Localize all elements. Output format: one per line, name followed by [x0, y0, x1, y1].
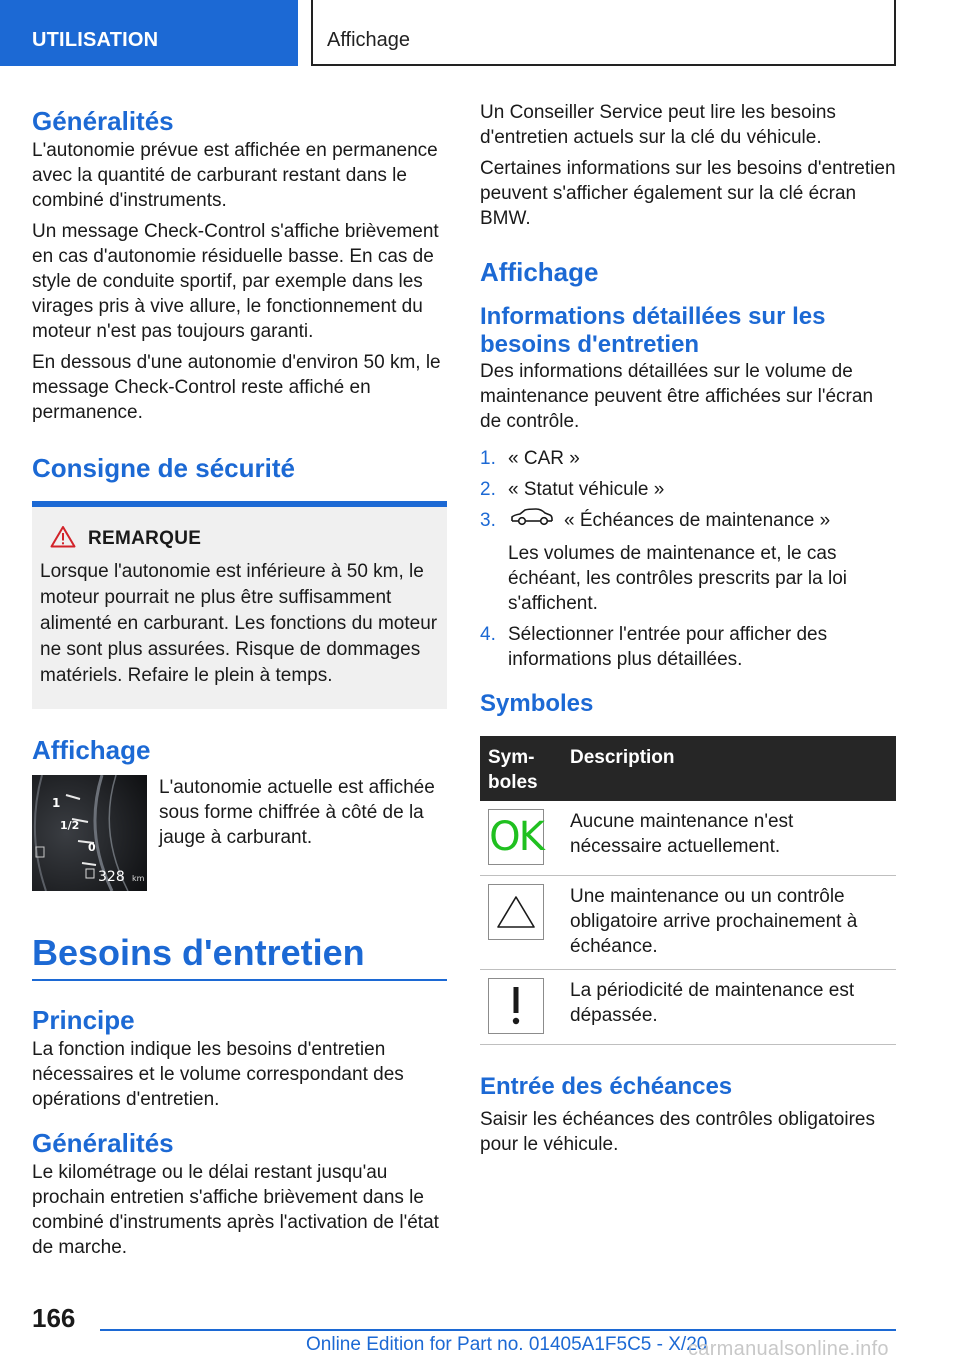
table-row: [480, 876, 896, 970]
list-item: [480, 477, 896, 502]
paragraph: Certaines informations sur les besoins d'entretien peuvent s'afficher également sur la clé écran BMW.: [480, 158, 896, 229]
step-number: 3.: [480, 510, 496, 531]
warning-triangle-icon: [50, 525, 76, 553]
triangle-symbol: [488, 884, 544, 940]
heading-symboles: Symboles: [480, 690, 594, 718]
heading-besoins-entretien: Besoins d'entretien: [32, 932, 365, 973]
table-cell-description: La périodicité de maintenance est dépassée.: [562, 970, 896, 1045]
display-block: [32, 775, 447, 891]
table-row: [480, 801, 896, 876]
section-title: UTILISATION: [32, 29, 159, 51]
paragraph: Saisir les échéances des contrôles obligatoires pour le véhicule.: [480, 1109, 875, 1156]
fuel-gauge-image: [32, 775, 147, 891]
paragraph: Un Conseiller Service peut lire les besoins d'entretien actuels sur la clé du véhicule.: [480, 102, 836, 148]
heading-generalites-2: Généralités: [32, 1128, 174, 1158]
step-number: 4.: [480, 624, 496, 646]
heading-infos-detaillees: Informations détaillées sur les besoins d'entretien: [480, 303, 826, 358]
heading-entree-echeances: Entrée des échéances: [480, 1073, 733, 1101]
range-value: 328: [98, 869, 125, 885]
list-item: [480, 508, 896, 616]
list-item: [480, 622, 896, 672]
paragraph: Le kilométrage ou le délai restant jusqu'au prochain entretien s'affiche brièvement dans le combiné d'instruments après l'activation de l'état de marche.: [32, 1162, 439, 1258]
table-cell-description: Une maintenance ou un contrôle obligatoire arrive prochainement à échéance.: [562, 876, 896, 970]
gauge-mark-half: 1/2: [60, 819, 80, 832]
step-text: Sélectionner l'entrée pour afficher des informations plus détaillées.: [508, 624, 828, 671]
watermark: carmanualsonline.info: [688, 1338, 889, 1360]
paragraph: En dessous d'une autonomie d'environ 50 km, le message Check-Control reste affiché en permanence.: [32, 352, 441, 423]
left-column: [32, 100, 447, 1260]
notice-header: [40, 525, 439, 553]
paragraph: Un message Check-Control s'affiche brièvement en cas d'autonomie résiduelle basse. En cas de style de conduite sportif, par exemple dans les virages pris à vive allure, le fonctionnement du moteur n'est pas toujours garanti.: [32, 221, 439, 342]
heading-principe: Principe: [32, 1005, 135, 1035]
ok-symbol: [488, 809, 544, 865]
notice-text: Lorsque l'autonomie est inférieure à 50 km, le moteur pourrait ne plus être suffisamment alimenté en carburant. Les fonctions du moteur ne sont plus assurées. Risque de dommages matériels. Refaire le plein à temps.: [40, 561, 438, 686]
heading-affichage-right: Affichage: [480, 257, 599, 287]
step-number: 1.: [480, 448, 496, 469]
page-header: [0, 0, 960, 66]
step-text: « CAR »: [508, 448, 580, 469]
affichage-text: L'autonomie actuelle est affichée sous forme chiffrée à côté de la jauge à carburant.: [159, 777, 435, 848]
right-column: [480, 100, 896, 1157]
paragraph: Des informations détaillées sur le volume de maintenance peuvent être affichées sur l'écran de contrôle.: [480, 361, 874, 432]
table-row: [480, 970, 896, 1045]
step-text: « Statut véhicule »: [508, 479, 665, 500]
footer-rule: [100, 1329, 896, 1331]
exclamation-symbol: [488, 978, 544, 1034]
page-footer: [0, 1298, 960, 1362]
heading-affichage: Affichage: [32, 735, 151, 765]
column-header-symbols: Sym-boles: [480, 736, 562, 801]
paragraph: La fonction indique les besoins d'entretien nécessaires et le volume correspondant des opérations d'entretien.: [32, 1039, 404, 1110]
steps-list: [480, 446, 896, 672]
chapter-title: Affichage: [327, 29, 411, 51]
car-icon: [510, 508, 554, 533]
paragraph: L'autonomie prévue est affichée en permanence avec la quantité de carburant restant dans le combiné d'instruments.: [32, 140, 438, 211]
heading-generalites: Généralités: [32, 106, 174, 136]
heading-rule: [32, 979, 447, 981]
table-header-row: [480, 736, 896, 801]
table-cell-description: Aucune maintenance n'est nécessaire actuellement.: [562, 801, 896, 876]
step-number: 2.: [480, 479, 496, 500]
step-text: « Échéances de maintenance »: [564, 510, 831, 531]
edition-text: Online Edition for Part no. 01405A1F5C5 - X/20: [306, 1334, 708, 1355]
list-item: [480, 446, 896, 471]
step-subtext: Les volumes de maintenance et, le cas échéant, les contrôles prescrits par la loi s'affichent.: [508, 543, 847, 615]
gauge-mark-full: 1: [52, 796, 61, 810]
column-header-description: Description: [562, 736, 896, 801]
symbols-table: [480, 736, 896, 1045]
gauge-mark-empty: 0: [88, 841, 96, 854]
safety-notice: [32, 501, 447, 709]
ok-symbol-text: OK: [489, 813, 543, 860]
page-number: 166: [32, 1303, 76, 1333]
heading-consigne: Consigne de sécurité: [32, 453, 295, 483]
section-tab: [0, 0, 298, 66]
chapter-tab: [311, 0, 896, 66]
notice-title: REMARQUE: [88, 528, 202, 549]
range-unit: km: [132, 874, 145, 883]
